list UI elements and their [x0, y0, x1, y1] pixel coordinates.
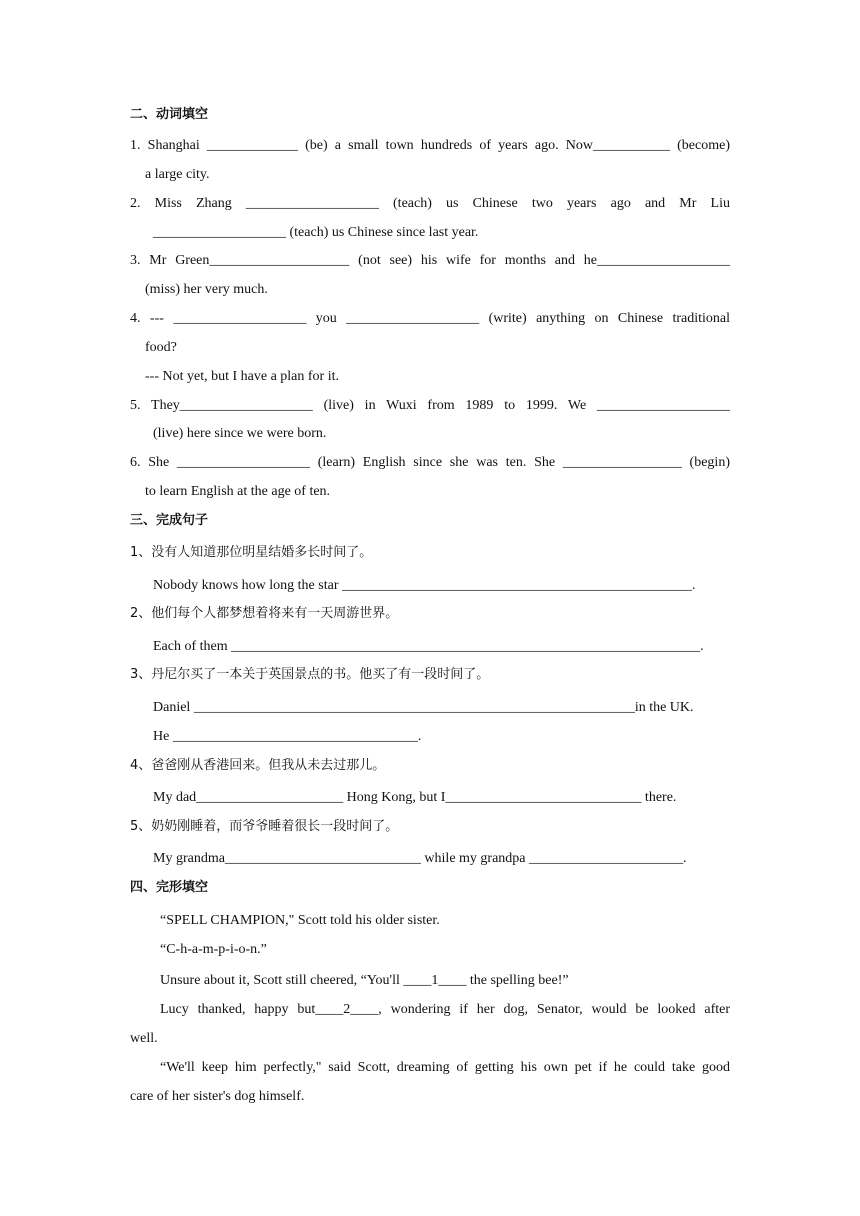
sentence-1-english: Nobody knows how long the star __________________________________________________. — [153, 578, 696, 593]
cloze-paragraph-3: Unsure about it, Scott still cheered, “You'll ____1____ the spelling bee!” — [160, 973, 569, 988]
sentence-1-chinese: 1、没有人知道那位明星结婚多长时间了。 — [130, 545, 373, 560]
section-heading-verb-fill: 二、动词填空 — [130, 107, 209, 122]
section-heading-cloze: 四、完形填空 — [130, 880, 209, 895]
question-1-line-1: 1. Shanghai _____________ (be) a small town hundreds of years ago. Now___________ (become) — [130, 138, 730, 153]
question-3-line-2: (miss) her very much. — [145, 282, 268, 297]
section-heading-complete-sentences: 三、完成句子 — [130, 513, 209, 528]
question-3-line-1: 3. Mr Green____________________ (not see) his wife for months and he___________________ — [130, 253, 730, 268]
question-2-line-2: ___________________ (teach) us Chinese since last year. — [153, 225, 479, 240]
cloze-paragraph-1: “SPELL CHAMPION," Scott told his older sister. — [160, 913, 440, 928]
sentence-2-chinese: 2、他们每个人都梦想着将来有一天周游世界。 — [130, 606, 399, 621]
question-5-line-1: 5. They___________________ (live) in Wuxi from 1989 to 1999. We ___________________ — [130, 398, 730, 413]
question-2-line-1: 2. Miss Zhang ___________________ (teach) us Chinese two years ago and Mr Liu — [130, 196, 730, 211]
question-4-line-2: food? — [145, 340, 177, 355]
sentence-4-english: My dad_____________________ Hong Kong, but I____________________________ there. — [153, 790, 677, 805]
sentence-3-chinese: 3、丹尼尔买了一本关于英国景点的书。他买了有一段时间了。 — [130, 667, 490, 682]
question-5-line-2: (live) here since we were born. — [153, 426, 327, 441]
sentence-5-english: My grandma____________________________ while my grandpa ______________________. — [153, 851, 687, 866]
question-6-line-1: 6. She ___________________ (learn) English since she was ten. She _________________ (begin) — [130, 455, 730, 470]
sentence-2-english: Each of them ___________________________________________________________________. — [153, 639, 704, 654]
cloze-paragraph-5-line-2: care of her sister's dog himself. — [130, 1089, 305, 1104]
question-4-line-3: --- Not yet, but I have a plan for it. — [145, 369, 339, 384]
question-1-line-2: a large city. — [145, 167, 210, 182]
question-6-line-2: to learn English at the age of ten. — [145, 484, 331, 499]
sentence-5-chinese: 5、奶奶刚睡着，而爷爷睡着很长一段时间了。 — [130, 819, 399, 834]
question-4-line-1: 4. --- ___________________ you ___________________ (write) anything on Chinese traditional — [130, 311, 730, 326]
cloze-paragraph-4-line-2: well. — [130, 1031, 158, 1046]
cloze-paragraph-2: “C-h-a-m-p-i-o-n.” — [160, 942, 267, 957]
sentence-3-english-1: Daniel _______________________________________________________________in the UK. — [153, 700, 694, 715]
cloze-paragraph-5-line-1: “We'll keep him perfectly," said Scott, dreaming of getting his own pet if he could take good — [160, 1060, 730, 1075]
cloze-paragraph-4-line-1: Lucy thanked, happy but____2____, wondering if her dog, Senator, would be looked after — [160, 1002, 730, 1017]
sentence-3-english-2: He ___________________________________. — [153, 729, 422, 744]
sentence-4-chinese: 4、爸爸刚从香港回来。但我从未去过那儿。 — [130, 758, 386, 773]
